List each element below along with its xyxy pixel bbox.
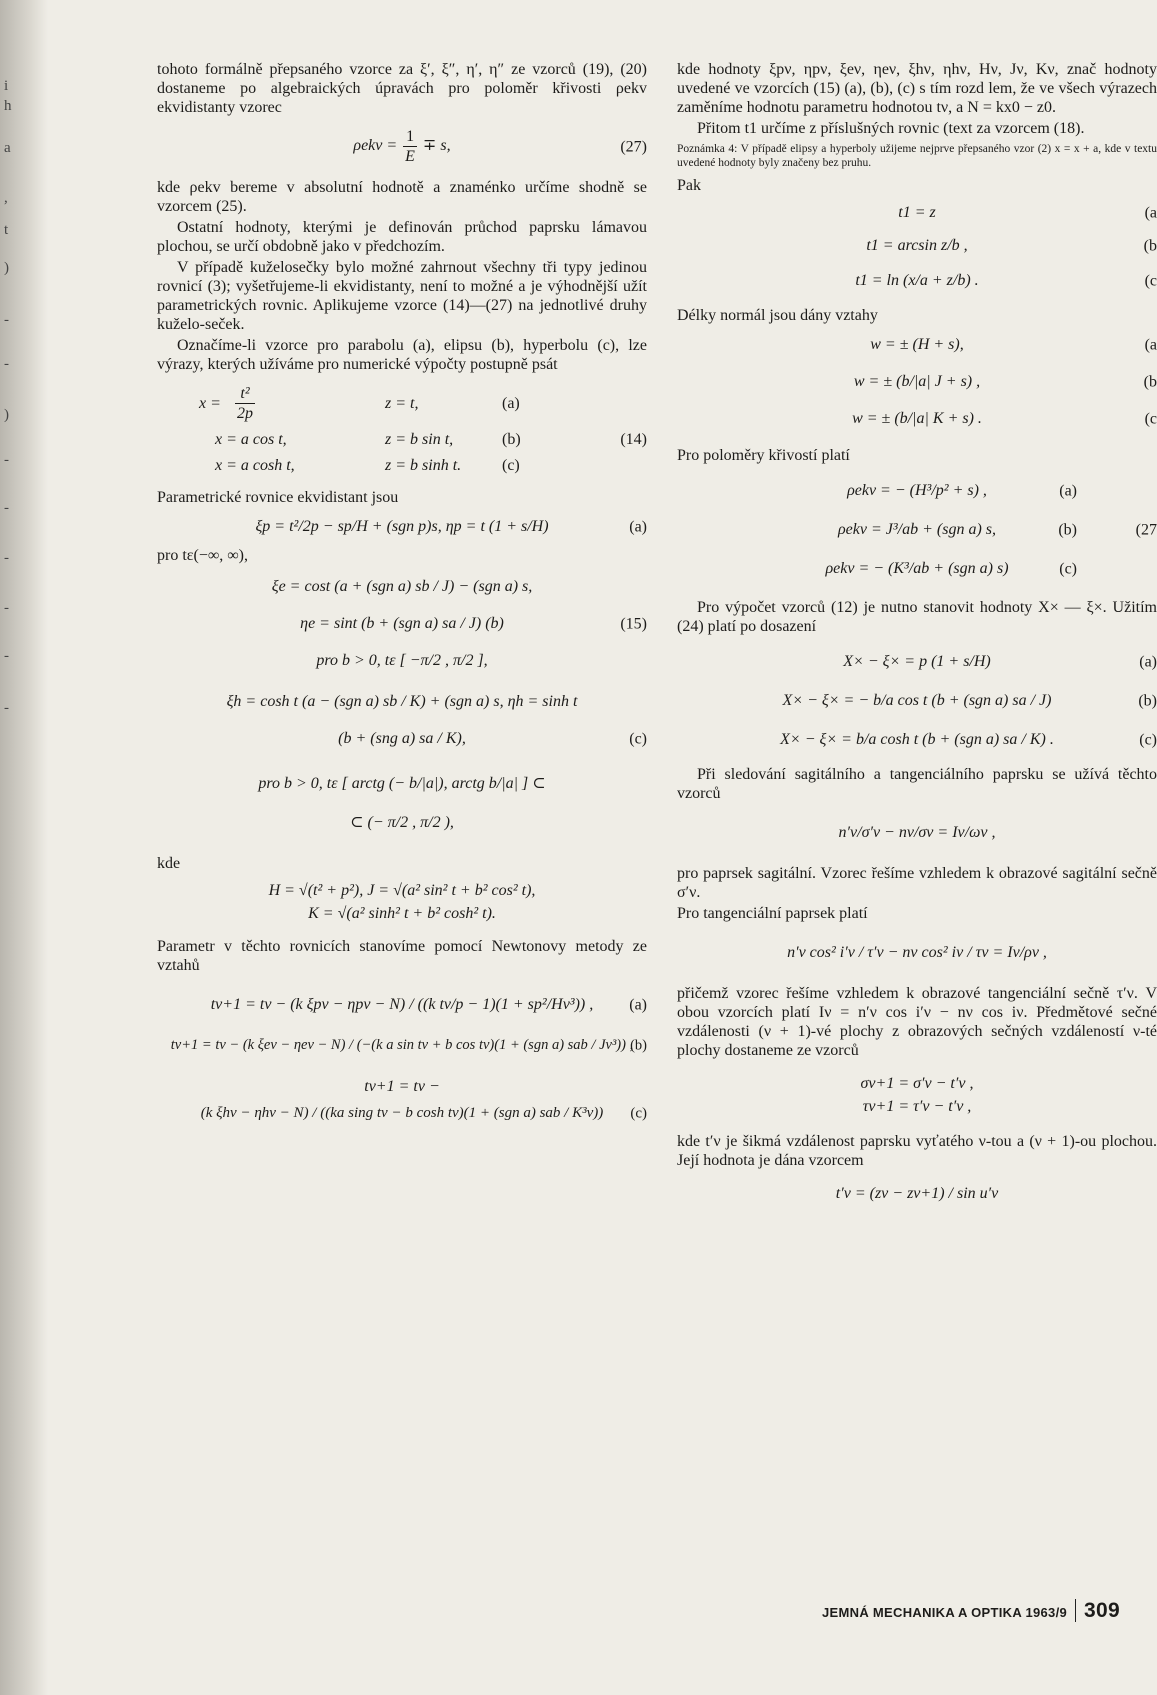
- paragraph: pro tε(−∞, ∞),: [157, 547, 248, 564]
- paragraph: Parametrické rovnice ekvidistant jsou: [157, 489, 399, 506]
- footnote: Poznámka 4: V případě elipsy a hyperboly užijeme nejprve přepsaného vzor (2) x = x + a, kde v textu uvedené hodnoty byly značeny bez pruhu.: [677, 143, 1157, 169]
- paragraph: kde hodnoty ξpν, ηpν, ξeν, ηeν, ξhν, ηhν, Hν, Jν, Kν, znač hodnoty uvedené ve vzorcích (15) (a), (b), (c) s tím rozd lem, že ve všech výrazech zaměníme hodnotu parametru hodnotou tν, a N = kx0 − z0.: [677, 61, 1157, 116]
- paragraph: Pak: [677, 177, 701, 194]
- journal-name: JEMNÁ MECHANIKA A OPTIKA 1963/9: [822, 1605, 1068, 1620]
- paragraph: Přitom t1 určíme z příslušných rovnic (text za vzorcem (18).: [697, 120, 1085, 137]
- gutter-mark: -: [4, 648, 9, 664]
- definitions-K: K = √(a² sinh² t + b² cosh² t).: [308, 905, 496, 922]
- right-column: [677, 60, 1157, 1217]
- left-column: [157, 60, 647, 1131]
- gutter-mark: ): [4, 407, 9, 423]
- X-a: X× − ξ× = p (1 + s/H) (a): [843, 653, 1157, 670]
- w-a: w = ± (H + s), (a: [870, 336, 1157, 353]
- paragraph: Označíme-li vzorce pro parabolu (a), elipsu (b), hyperbolu (c), lze výrazy, kterých užíváme pro numerické výpočty postupně psát: [157, 337, 647, 373]
- gutter-mark: -: [4, 356, 9, 372]
- paragraph: Ostatní hodnoty, kterými je definován průchod paprsku lámavou plochou, se určí obdobně jako v předchozím.: [157, 219, 647, 255]
- rho-b: ρekv = J³/ab + (sgn a) s, (b) (27: [837, 521, 1157, 538]
- newton-c-lhs: tν+1 = tν −: [364, 1078, 440, 1095]
- paragraph: kde t′ν je šikmá vzdálenost paprsku vyťatého ν-tou a (ν + 1)-ou plochou. Její hodnota je dána vzorcem: [677, 1133, 1157, 1169]
- t1-c: t1 = ln (x/a + z/b) . (c: [855, 272, 1157, 289]
- tangential-formula: n′ν cos² i′ν / τ′ν − nν cos² iν / τν = Iν/ρν ,: [787, 944, 1047, 961]
- gutter-mark: a: [4, 140, 11, 156]
- t-nu-formula: t′ν = (zν − zν+1) / sin u′ν: [835, 1185, 999, 1202]
- gutter-mark: -: [4, 500, 9, 516]
- equation-15b-range: pro b > 0, tε [ −π/2 , π/2 ],: [316, 652, 488, 669]
- binding-gutter: [0, 0, 48, 1695]
- newton-b: tν+1 = tν − (k ξeν − ηeν − N) / (−(k a sin tν + b cos tν)(1 + (sgn a) sab / Jν³)) , (b): [170, 1037, 647, 1053]
- paragraph: Pro poloměry křivostí platí: [677, 447, 850, 464]
- page-footer: [822, 1599, 1152, 1623]
- equation-15b-eta: ηe = sint (b + (sgn a) sa / J) (b) (15): [300, 615, 647, 632]
- paragraph: Při sledování sagitálního a tangenciálního paprsku se užívá těchto vzorců: [677, 766, 1157, 802]
- paragraph: Pro výpočet vzorců (12) je nutno stanovit hodnoty X× — ξ×. Užitím (24) platí po dosazení: [677, 599, 1157, 635]
- gutter-mark: ): [4, 260, 9, 276]
- equation-15a: ξp = t²/2p − sp/H + (sgn p)s, ηp = t (1 + s/H) (a): [255, 518, 647, 535]
- gutter-mark: ,: [4, 190, 8, 206]
- gutter-mark: -: [4, 600, 9, 616]
- gutter-mark: h: [4, 98, 12, 114]
- definitions-HJ: H = √(t² + p²), J = √(a² sin² t + b² cos² t),: [268, 882, 536, 899]
- gutter-mark: i: [4, 78, 9, 94]
- w-b: w = ± (b/|a| J + s) , (b: [853, 373, 1157, 390]
- equation-14: x = $\frac{\text{t²}}{2p}$ z = t, (a) x = a cos t, z = b sin t, (b) (14) x = a cosh t, z = b sinh t. (c): [199, 385, 647, 474]
- paragraph: tohoto formálně přepsaného vzorce za ξ′, ξ″, η′, η″ ze vzorců (19), (20) dostaneme po algebraických úpravách pro poloměr křivosti ρekv ekvidistanty vzorec: [157, 61, 647, 116]
- equation-15c-range: pro b > 0, tε [ arctg (− b/|a|), arctg b/|a| ] ⊂: [258, 775, 546, 792]
- gutter-mark: -: [4, 312, 9, 328]
- X-b: X× − ξ× = − b/a cos t (b + (sgn a) sa / J) (b): [782, 692, 1157, 709]
- page-number: 309: [1075, 1599, 1120, 1622]
- tau-recursion: τν+1 = τ′ν − t′ν ,: [862, 1098, 972, 1115]
- sagittal-formula: n′ν/σ′ν − nν/σν = Iν/ων ,: [838, 824, 996, 841]
- equation-27: ρekv = $\frac{1}{E}$ ∓ s, (27): [353, 128, 647, 165]
- paragraph: přičemž vzorec řešíme vzhledem k obrazové tangenciální sečně τ′ν. V obou vzorcích platí Iν = n′ν cos i′ν − nν cos iν. Předmětové sečné vzdálenosti (ν + 1)-vé plochy z obrazových sečných vzdáleností ν-té plochy dostaneme ze vzorců: [677, 985, 1157, 1059]
- gutter-mark: -: [4, 550, 9, 566]
- sigma-recursion: σν+1 = σ′ν − t′ν ,: [860, 1075, 974, 1092]
- gutter-mark: -: [4, 700, 9, 716]
- paragraph: Délky normál jsou dány vztahy: [677, 307, 878, 324]
- newton-a: tν+1 = tν − (k ξpν − ηpν − N) / ((k tν/p − 1)(1 + sp²/Hν³)) , (a): [210, 996, 647, 1013]
- t1-a: t1 = z (a: [898, 204, 1157, 221]
- rho-c: ρekv = − (K³/ab + (sgn a) s) (c): [825, 560, 1077, 577]
- t1-b: t1 = arcsin z/b , (b: [866, 237, 1157, 254]
- w-c: w = ± (b/|a| K + s) . (c: [852, 410, 1157, 427]
- paragraph: kde: [157, 855, 181, 872]
- equation-15b-xi: ξe = cost (a + (sgn a) sb / J) − (sgn a) s,: [271, 578, 533, 595]
- newton-c-frac: (k ξhν − ηhν − N) / ((ka sing tν − b cosh tν)(1 + (sgn a) sab / K³ν)) (c): [200, 1105, 647, 1121]
- paragraph: Parametr v těchto rovnicích stanovíme pomocí Newtonovy metody ze vztahů: [157, 938, 647, 974]
- paragraph: Pro tangenciální paprsek platí: [677, 905, 868, 922]
- rho-a: ρekv = − (H³/p² + s) , (a): [847, 482, 1077, 499]
- equation-15c-range-cont: ⊂ (− π/2 , π/2 ),: [350, 814, 454, 831]
- paragraph: pro paprsek sagitální. Vzorec řešíme vzhledem k obrazové sagitální sečně σ′ν.: [677, 865, 1157, 901]
- equation-15c-xi: ξh = cosh t (a − (sgn a) sb / K) + (sgn a) s, ηh = sinh t: [226, 693, 578, 710]
- X-c: X× − ξ× = b/a cosh t (b + (sgn a) sa / K) . (c): [780, 731, 1157, 748]
- equation-15c-paren: (b + (sng a) sa / K), (c): [338, 730, 647, 747]
- gutter-mark: t: [4, 222, 9, 238]
- paragraph: V případě kuželosečky bylo možné zahrnout všechny tři typy jedinou rovnicí (3); vyšetřujeme-li ekvidistanty, není to možné a je výhodnější užít parametrických rovnic. Aplikujeme vzorce (14)—(27) na jednotlivé druhy kuželo-seček.: [157, 259, 647, 333]
- gutter-mark: -: [4, 452, 9, 468]
- paragraph: kde ρekv bereme v absolutní hodnotě a znaménko určíme shodně se vzorcem (25).: [157, 179, 647, 215]
